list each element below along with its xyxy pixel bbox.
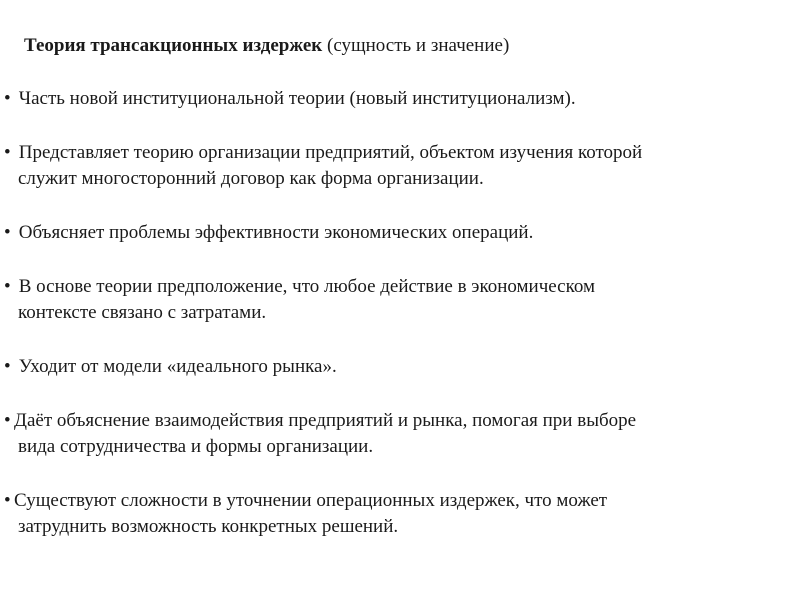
bullet-icon: • [4, 410, 11, 431]
bullet-item [4, 220, 533, 246]
bullet-item [4, 274, 595, 326]
bullet-text: В основе теории предположение, что любое действие в экономическом [14, 276, 596, 297]
bullet-text-continued: затруднить возможность конкретных решений. [18, 516, 399, 537]
bullet-item [4, 354, 337, 380]
bullet-icon: • [4, 88, 11, 109]
bullet-text: Часть новой институциональной теории (новый институционализм). [14, 88, 576, 109]
bullet-item [4, 86, 576, 112]
title-rest: (сущность и значение) [322, 35, 510, 56]
bullet-text-continued: вида сотрудничества и формы организации. [18, 436, 374, 457]
bullet-text: Уходит от модели «идеального рынка». [14, 356, 337, 377]
bullet-icon: • [4, 356, 11, 377]
slide-title [24, 34, 509, 58]
bullet-text: Даёт объяснение взаимодействия предприятий и рынка, помогая при выборе [14, 410, 637, 431]
bullet-item [4, 140, 642, 192]
bullet-text-continued: контексте связано с затратами. [18, 302, 267, 323]
bullet-item [4, 408, 636, 460]
bullet-text: Существуют сложности в уточнении операционных издержек, что может [14, 490, 608, 511]
bullet-icon: • [4, 222, 11, 243]
bullet-text-continued: служит многосторонний договор как форма организации. [18, 168, 484, 189]
bullet-text: Объясняет проблемы эффективности экономических операций. [14, 222, 534, 243]
bullet-icon: • [4, 276, 11, 297]
bullet-icon: • [4, 490, 11, 511]
bullet-icon: • [4, 142, 11, 163]
title-bold: Теория трансакционных издержек [24, 35, 323, 56]
bullet-item [4, 488, 607, 540]
bullet-text: Представляет теорию организации предприятий, объектом изучения которой [14, 142, 643, 163]
